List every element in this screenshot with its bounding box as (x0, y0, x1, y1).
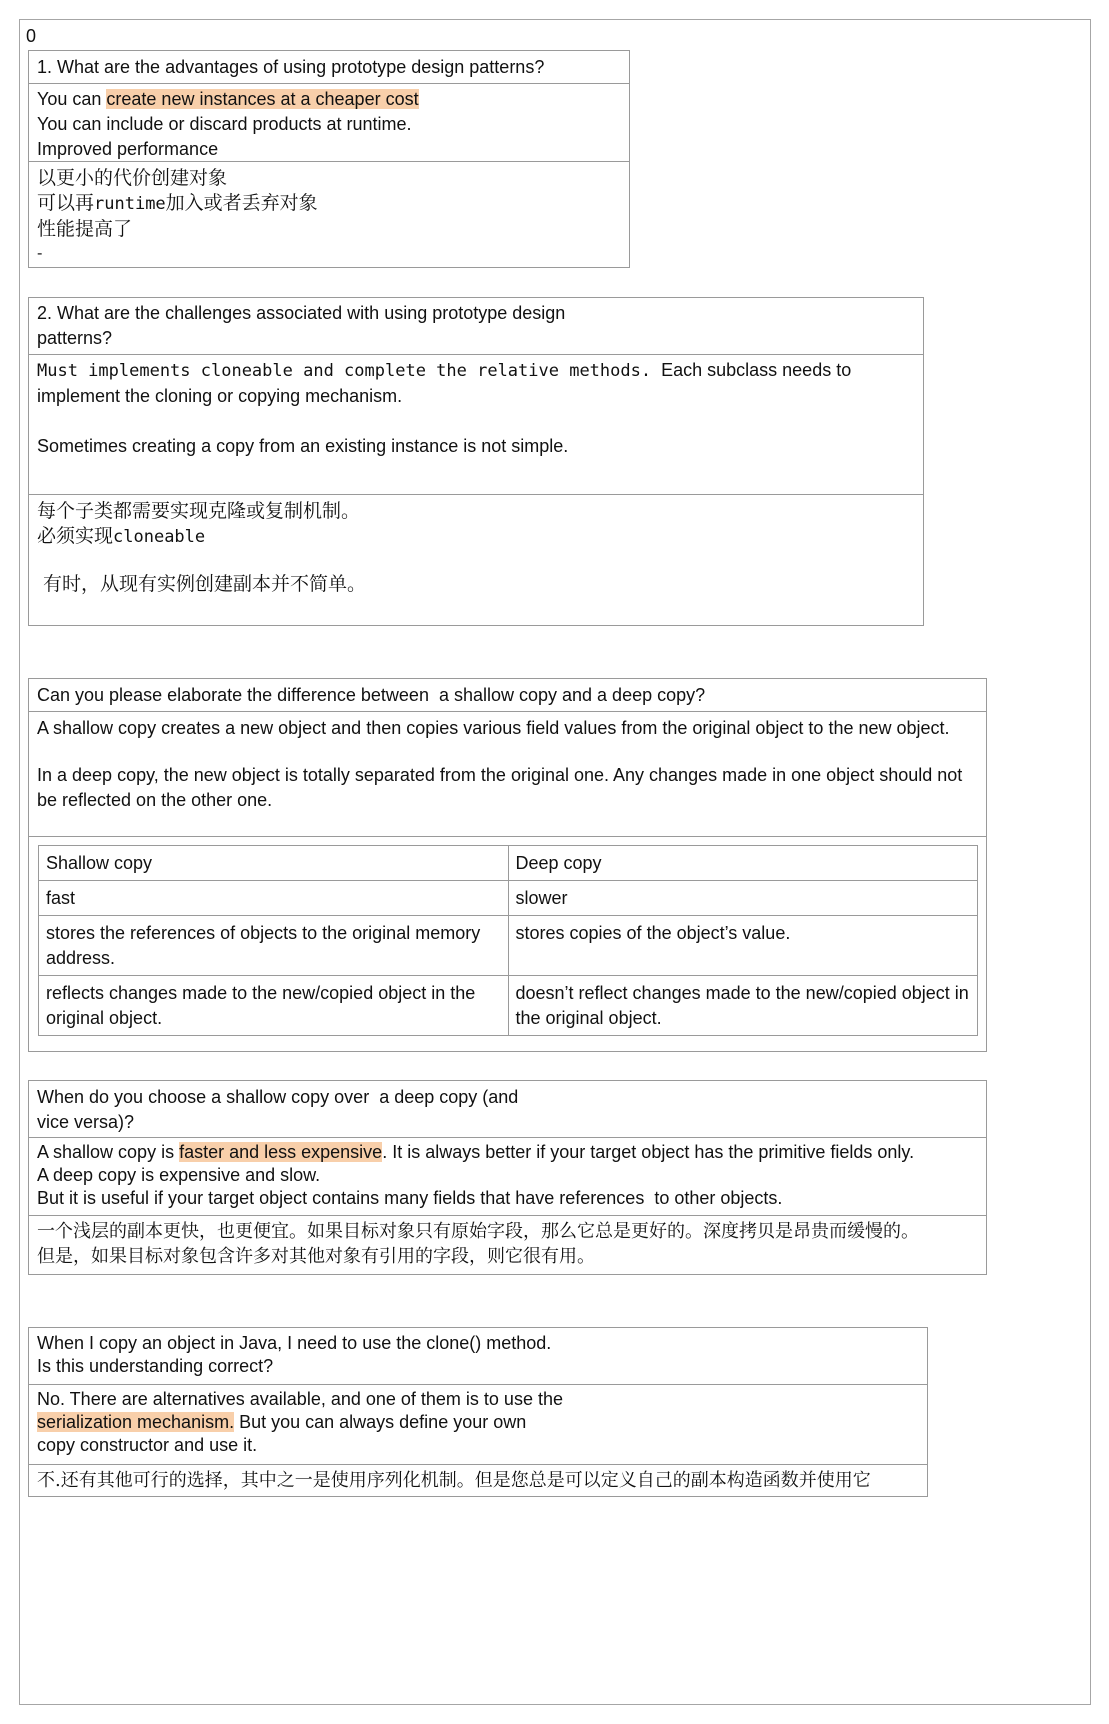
q2-zh-line1: 每个子类都需要实现克隆或复制机制。 (37, 500, 361, 522)
q2-spacer (37, 409, 915, 434)
q5-zh-line1: 不.还有其他可行的选择，其中之一是使用序列化机制。但是您总是可以定义自己的副本构造函数并使用它 (37, 1470, 871, 1491)
q2-zh-line2-a: 必须实现 (37, 525, 114, 547)
q4-translation (29, 1216, 986, 1274)
table-header-deep: Deep copy (508, 846, 978, 881)
q5-question-line1: When I copy an object in Java, I need to use the clone() method. (37, 1333, 552, 1353)
q2-answer-line1 (37, 358, 915, 409)
q2-answer-rest: Each subclass needs to implement the cloning or copying mechanism. (37, 360, 857, 406)
q4-answer (29, 1138, 986, 1216)
table-row (39, 976, 978, 1036)
q1-answer-line1 (37, 87, 621, 112)
q1-answer (29, 84, 629, 162)
q1-zh-line3: 性能提高了 (37, 218, 133, 240)
q3-table-cell (29, 837, 986, 1036)
q2-zh-spacer (37, 550, 915, 572)
q4-question (29, 1081, 986, 1138)
q5-question-line2: Is this understanding correct? (37, 1356, 274, 1376)
q1-card (28, 50, 630, 268)
q1-zh-line4: - (37, 243, 43, 262)
q3-answer (29, 712, 986, 837)
q2-zh-line3: 有时，从现有实例创建副本并不简单。 (37, 573, 367, 595)
q1-question (29, 51, 629, 84)
q2-answer-mono: Must implements cloneable and complete the relative methods. (37, 361, 652, 381)
q5-answer-line3: copy constructor and use it. (37, 1435, 258, 1455)
table-cell: slower (508, 881, 978, 916)
q5-answer (29, 1385, 927, 1465)
table-row (39, 916, 978, 976)
q4-card (28, 1080, 987, 1275)
q4-answer-line2: A deep copy is expensive and slow. (37, 1165, 321, 1185)
q5-answer-line1: No. There are alternatives available, and one of them is to use the (37, 1389, 563, 1409)
q4-question-text: When do you choose a shallow copy over a deep copy (and vice versa)? (37, 1087, 524, 1132)
table-cell: stores copies of the object’s value. (508, 916, 978, 976)
q1-answer-line3: Improved performance (37, 139, 219, 159)
q5-answer-highlight: serialization mechanism. (37, 1412, 235, 1432)
q2-translation (29, 495, 923, 602)
q1-question-text: 1. What are the advantages of using prototype design patterns? (37, 57, 545, 77)
q4-zh-line2: 但是，如果目标对象包含许多对其他对象有引用的字段，则它很有用。 (37, 1246, 595, 1267)
q1-answer-highlight: create new instances at a cheaper cost (106, 89, 419, 109)
q4-zh-line1: 一个浅层的副本更快，也更便宜。如果目标对象只有原始字段，那么它总是更好的。深度拷贝是昂贵而缓慢的。 (37, 1221, 919, 1242)
table-cell: fast (39, 881, 509, 916)
q3-answer-line2: In a deep copy, the new object is totally separated from the original one. Any changes made in one object should not be reflected on the other one. (37, 765, 968, 810)
q1-translation (29, 162, 629, 269)
q3-answer-line1: A shallow copy creates a new object and then copies various field values from the original object to the new object. (37, 718, 950, 738)
table-row (39, 881, 978, 916)
q4-answer-prefix: A shallow copy is (37, 1142, 180, 1162)
q1-answer-line2: You can include or discard products at runtime. (37, 114, 412, 134)
q1-zh-line2-mono: runtime (94, 194, 166, 214)
q2-zh-line2 (37, 524, 915, 550)
q3-question (29, 679, 986, 712)
q5-translation (29, 1465, 927, 1498)
table-cell: reflects changes made to the new/copied object in the original object. (39, 976, 509, 1036)
q2-question (29, 298, 923, 355)
q2-question-text: 2. What are the challenges associated with using prototype design patterns? (37, 303, 571, 348)
q2-answer-line2: Sometimes creating a copy from an existing instance is not simple. (37, 436, 569, 456)
q4-answer-highlight: faster and less expensive (179, 1142, 383, 1162)
q2-zh-line2-mono: cloneable (113, 527, 206, 547)
q1-zh-line2-b: 加入或者丢弃对象 (165, 192, 318, 214)
table-cell: doesn’t reflect changes made to the new/copied object in the original object. (508, 976, 978, 1036)
q3-question-text: Can you please elaborate the difference between a shallow copy and a deep copy? (37, 685, 706, 705)
page-number: 0 (26, 26, 37, 46)
table-header-row (39, 846, 978, 881)
q3-card (28, 678, 987, 1052)
table-header-shallow: Shallow copy (39, 846, 509, 881)
table-cell: stores the references of objects to the original memory address. (39, 916, 509, 976)
q1-answer-prefix: You can (37, 89, 107, 109)
q1-zh-line1: 以更小的代价创建对象 (37, 167, 228, 189)
q2-card (28, 297, 924, 626)
comparison-table (38, 845, 978, 1036)
q1-zh-line2-a: 可以再 (37, 192, 95, 214)
q5-card (28, 1327, 928, 1497)
q1-zh-line2 (37, 191, 621, 217)
q4-answer-line1 (37, 1141, 978, 1164)
q2-answer (29, 355, 923, 495)
q5-answer-line2-rest: But you can always define your own (234, 1412, 527, 1432)
q5-question (29, 1328, 927, 1385)
q5-answer-line2 (37, 1411, 919, 1434)
q3-spacer (37, 741, 978, 763)
q4-answer-line3: But it is useful if your target object contains many fields that have references to other objects. (37, 1188, 783, 1208)
q4-answer-rest: . It is always better if your target object has the primitive fields only. (382, 1142, 915, 1162)
